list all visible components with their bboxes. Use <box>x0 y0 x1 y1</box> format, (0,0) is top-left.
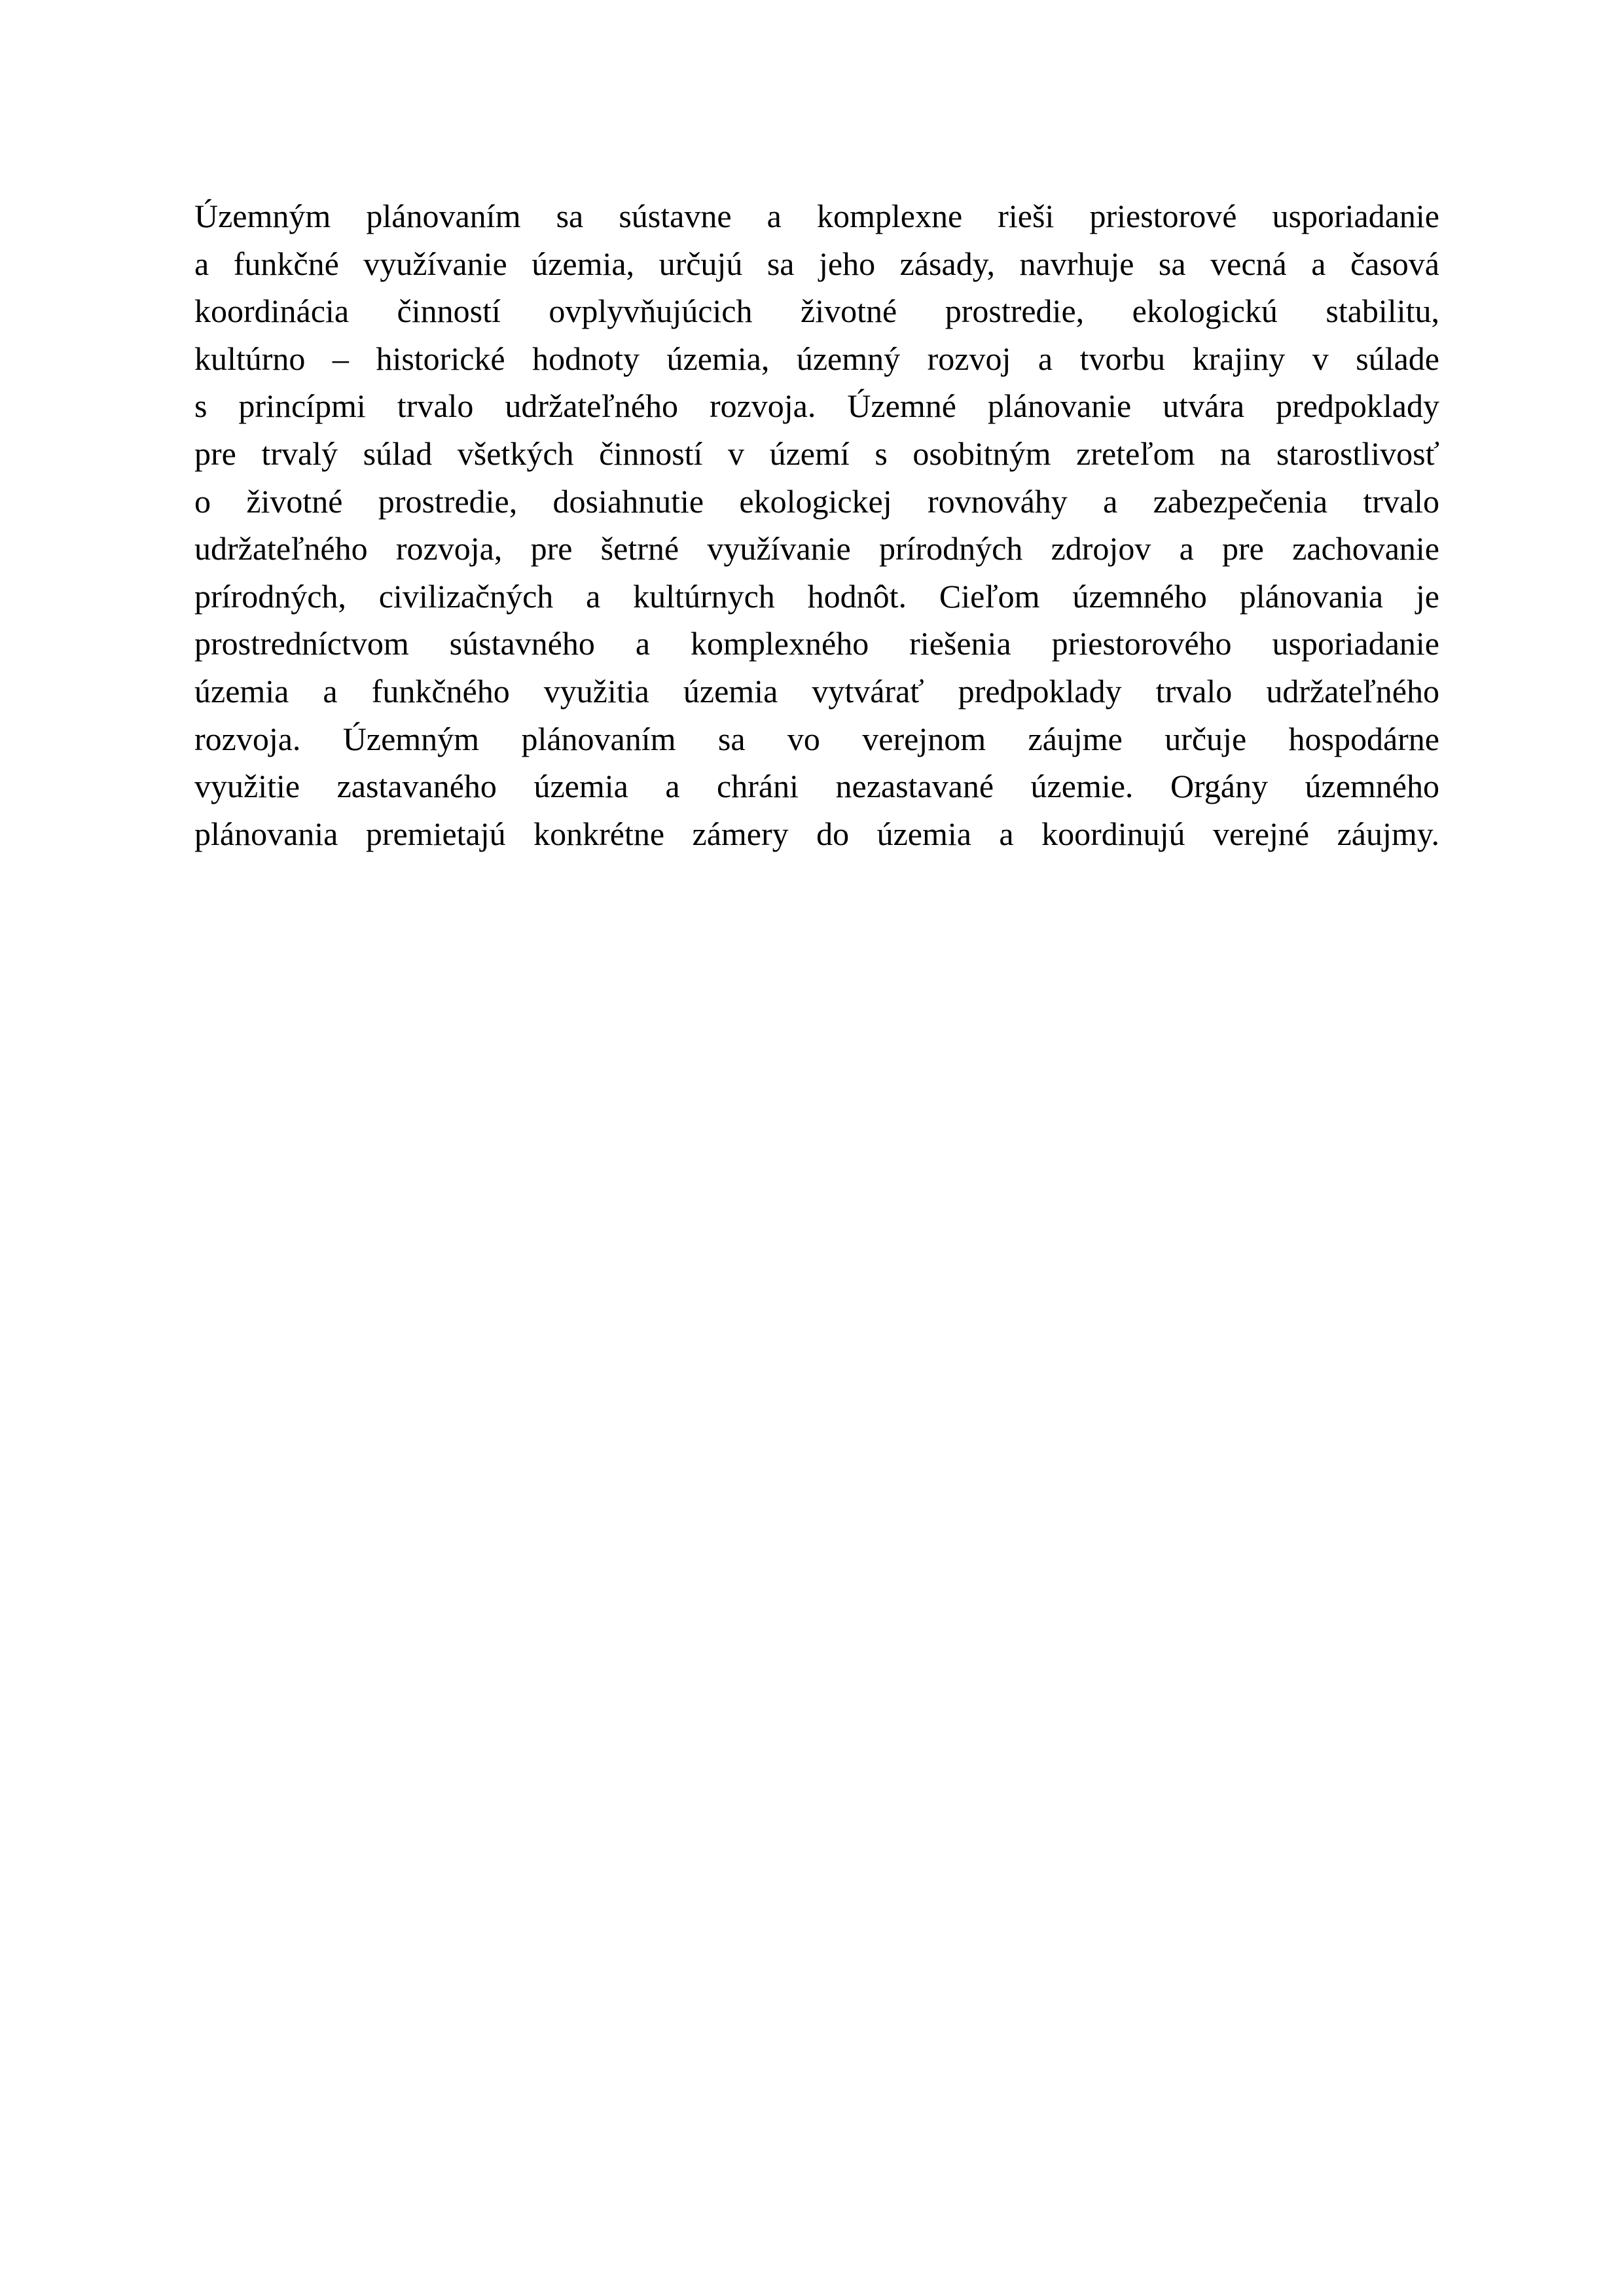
paragraph-line: pre trvalý súlad všetkých činností v území s osobitným zreteľom na starostlivosť <box>194 435 1439 472</box>
paragraph-line: územia a funkčného využitia územia vytvárať predpoklady trvalo udržateľného <box>194 672 1439 709</box>
paragraph-line: koordinácia činností ovplyvňujúcich životné prostredie, ekologickú stabilitu, <box>194 293 1439 330</box>
paragraph-line: prostredníctvom sústavného a komplexného riešenia priestorového usporiadanie <box>194 625 1439 662</box>
paragraph-line: udržateľného rozvoja, pre šetrné využívanie prírodných zdrojov a pre zachovanie <box>194 530 1439 567</box>
body-paragraph <box>194 192 1439 857</box>
paragraph-line: s princípmi trvalo udržateľného rozvoja. Územné plánovanie utvára predpoklady <box>194 387 1439 425</box>
paragraph-line: a funkčné využívanie územia, určujú sa jeho zásady, navrhuje sa vecná a časová <box>194 245 1439 282</box>
paragraph-line: plánovania premietajú konkrétne zámery do územia a koordinujú verejné záujmy. <box>194 815 1439 852</box>
paragraph-line: o životné prostredie, dosiahnutie ekologickej rovnováhy a zabezpečenia trvalo <box>194 482 1439 520</box>
paragraph-line: kultúrno – historické hodnoty územia, územný rozvoj a tvorbu krajiny v súlade <box>194 340 1439 377</box>
paragraph-line: rozvoja. Územným plánovaním sa vo verejnom záujme určuje hospodárne <box>194 720 1439 757</box>
paragraph-line: využitie zastavaného územia a chráni nezastavané územie. Orgány územného <box>194 768 1439 805</box>
paragraph-line: prírodných, civilizačných a kultúrnych hodnôt. Cieľom územného plánovania je <box>194 577 1439 615</box>
paragraph-line: Územným plánovaním sa sústavne a komplexne rieši priestorové usporiadanie <box>194 198 1439 234</box>
